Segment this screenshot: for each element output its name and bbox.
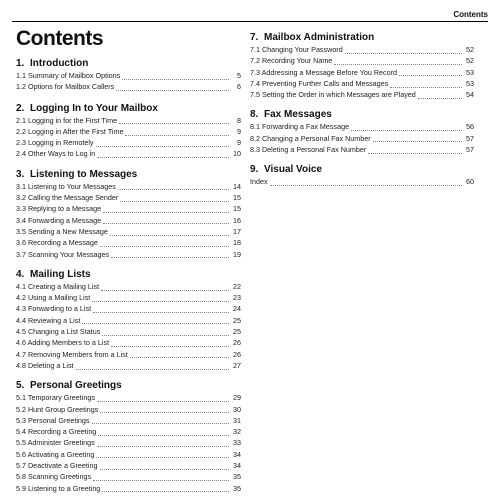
- entry-page-number: 57: [466, 133, 474, 143]
- section-number: 4.: [16, 268, 25, 280]
- dot-leader: [96, 450, 229, 458]
- dot-leader: [100, 239, 229, 247]
- entry-page-number: 53: [466, 67, 474, 77]
- header-rule: [12, 21, 488, 22]
- dot-leader: [93, 305, 229, 313]
- dot-leader: [118, 182, 229, 190]
- entry-label: 7.2 Recording Your Name: [250, 56, 333, 66]
- dot-leader: [100, 462, 229, 470]
- dot-leader: [110, 228, 229, 236]
- section-heading[interactable]: [250, 163, 474, 176]
- entry-label: 4.8 Deleting a List: [16, 360, 74, 370]
- dot-leader: [418, 91, 462, 99]
- section-title: Visual Voice: [264, 164, 322, 176]
- toc-entry[interactable]: [16, 181, 241, 192]
- entry-page-number: 60: [466, 177, 474, 187]
- dot-leader: [100, 405, 229, 413]
- dot-leader: [103, 216, 229, 224]
- dot-leader: [390, 80, 462, 88]
- toc-entry[interactable]: [16, 226, 241, 237]
- toc-entry[interactable]: [16, 126, 241, 137]
- entry-label: 5.7 Deactivate a Greeting: [16, 461, 98, 471]
- entry-page-number: 29: [233, 393, 241, 403]
- entry-page-number: 31: [233, 415, 241, 425]
- entry-label: 3.2 Calling the Message Sender: [16, 193, 119, 203]
- section-title: Mailing Lists: [30, 268, 91, 280]
- section-number: 5.: [16, 380, 25, 392]
- toc-entry[interactable]: [16, 460, 241, 471]
- entry-page-number: 52: [466, 45, 474, 54]
- entry-label: 3.5 Sending a New Message: [16, 226, 108, 236]
- entry-page-number: 35: [233, 472, 241, 482]
- toc-entry[interactable]: [16, 449, 241, 460]
- toc-entry[interactable]: [16, 315, 241, 326]
- toc-entry[interactable]: [16, 337, 241, 348]
- entry-label: 2.4 Other Ways to Log in: [16, 149, 96, 159]
- entry-page-number: 35: [233, 483, 241, 493]
- dot-leader: [399, 68, 462, 76]
- toc-entry[interactable]: [16, 203, 241, 214]
- entry-label: 8.2 Changing a Personal Fax Number: [250, 133, 371, 143]
- toc-entry[interactable]: [250, 176, 474, 187]
- dot-leader: [76, 362, 229, 370]
- dot-leader: [97, 439, 229, 447]
- dot-leader: [345, 46, 462, 54]
- entry-page-number: 5: [237, 71, 241, 80]
- entry-label: 5.2 Hunt Group Greetings: [16, 404, 99, 414]
- entry-label: 7.5 Setting the Order in which Messages are Played: [250, 90, 416, 100]
- toc-entry[interactable]: [16, 404, 241, 415]
- entry-label: 7.1 Changing Your Password: [250, 45, 343, 54]
- entry-label: 4.4 Reviewing a List: [16, 315, 81, 325]
- toc-entry[interactable]: [16, 249, 241, 260]
- toc-entry[interactable]: [250, 67, 474, 78]
- entry-label: 4.7 Removing Members from a List: [16, 349, 128, 359]
- dot-leader: [103, 205, 229, 213]
- entry-page-number: 53: [466, 78, 474, 88]
- entry-page-number: 26: [233, 349, 241, 359]
- section-title: Fax Messages: [264, 109, 332, 121]
- toc-entry[interactable]: [250, 144, 474, 155]
- dot-leader: [334, 57, 462, 65]
- entry-page-number: 9: [237, 138, 241, 148]
- section-heading[interactable]: [250, 31, 474, 44]
- dot-leader: [97, 150, 229, 158]
- section-heading[interactable]: [16, 379, 241, 392]
- entry-label: 7.3 Addressing a Message Before You Record: [250, 67, 398, 77]
- toc-entry[interactable]: [16, 326, 241, 337]
- toc-entry[interactable]: [16, 392, 241, 403]
- entry-label: 2.2 Logging in After the First Time: [16, 126, 124, 136]
- entry-label: 5.1 Temporary Greetings: [16, 393, 95, 403]
- toc-entry[interactable]: [250, 89, 474, 100]
- dot-leader: [119, 116, 229, 124]
- entry-label: 3.3 Replying to a Message: [16, 204, 102, 214]
- entry-label: Index: [250, 177, 268, 187]
- toc-entry[interactable]: [250, 44, 474, 55]
- entry-label: 3.6 Recording a Message: [16, 238, 98, 248]
- section-heading[interactable]: [16, 102, 241, 115]
- entry-label: 4.1 Creating a Mailing List: [16, 281, 100, 291]
- dot-leader: [116, 83, 229, 91]
- section-number: 1.: [16, 58, 25, 69]
- section-heading[interactable]: [16, 57, 241, 70]
- toc-entry[interactable]: [16, 281, 241, 292]
- entry-page-number: 15: [233, 204, 241, 214]
- section-heading[interactable]: [250, 108, 474, 121]
- toc-entry[interactable]: [16, 237, 241, 248]
- entry-page-number: 26: [233, 338, 241, 348]
- dot-leader: [98, 428, 229, 436]
- section-heading[interactable]: [16, 268, 241, 281]
- dot-leader: [368, 146, 462, 154]
- toc-entry[interactable]: [16, 192, 241, 203]
- entry-label: 4.2 Using a Mailing List: [16, 293, 91, 303]
- entry-label: 2.3 Logging in Remotely: [16, 138, 94, 148]
- entry-page-number: 57: [466, 145, 474, 155]
- section-number: 3.: [16, 168, 25, 180]
- entry-label: 7.4 Preventing Further Calls and Messages: [250, 78, 389, 88]
- dot-leader: [96, 139, 229, 147]
- toc-entry[interactable]: [16, 303, 241, 314]
- toc-entry[interactable]: [16, 81, 241, 92]
- entry-page-number: 32: [233, 427, 241, 437]
- entry-label: 4.5 Changing a List Status: [16, 327, 101, 337]
- dot-leader: [93, 473, 229, 481]
- entry-label: 3.7 Scanning Your Messages: [16, 249, 110, 259]
- entry-label: 2.1 Logging in for the First Time: [16, 115, 118, 125]
- entry-page-number: 10: [233, 149, 241, 159]
- section-title: Mailbox Administration: [264, 32, 375, 43]
- entry-label: 8.3 Deleting a Personal Fax Number: [250, 145, 367, 155]
- section-heading[interactable]: [16, 168, 241, 181]
- toc-entry[interactable]: [16, 292, 241, 303]
- entry-page-number: 54: [466, 90, 474, 100]
- toc-entry[interactable]: [16, 148, 241, 159]
- entry-label: 3.4 Forwarding a Message: [16, 215, 102, 225]
- toc-entry[interactable]: [16, 137, 241, 148]
- toc-entry[interactable]: [250, 133, 474, 144]
- entry-page-number: 15: [233, 193, 241, 203]
- toc-section: [16, 57, 241, 93]
- toc-entry[interactable]: [16, 215, 241, 226]
- dot-leader: [92, 294, 229, 302]
- toc-section: [16, 379, 241, 494]
- entry-label: 3.1 Listening to Your Messages: [16, 181, 116, 191]
- entry-label: 4.3 Forwarding to a List: [16, 304, 92, 314]
- toc-section: [16, 168, 241, 260]
- toc-entry[interactable]: [16, 70, 241, 81]
- entry-page-number: 14: [233, 181, 241, 191]
- entry-label: 4.6 Adding Members to a List: [16, 338, 110, 348]
- entry-page-number: 16: [233, 215, 241, 225]
- entry-label: 5.8 Scanning Greetings: [16, 472, 92, 482]
- dot-leader: [120, 194, 229, 202]
- dot-leader: [270, 178, 462, 186]
- dot-leader: [102, 328, 229, 336]
- dot-leader: [373, 134, 462, 142]
- entry-page-number: 25: [233, 315, 241, 325]
- section-title: Listening to Messages: [30, 168, 138, 180]
- dot-leader: [122, 72, 229, 80]
- entry-label: 1.2 Options for Mailbox Callers: [16, 82, 115, 92]
- dot-leader: [102, 484, 229, 492]
- entry-page-number: 27: [233, 360, 241, 370]
- section-number: 8.: [250, 109, 259, 121]
- toc-entry[interactable]: [250, 55, 474, 66]
- entry-page-number: 25: [233, 327, 241, 337]
- entry-page-number: 24: [233, 304, 241, 314]
- toc-section: [16, 268, 241, 371]
- page-title: Contents: [16, 27, 103, 50]
- toc-entry[interactable]: [16, 115, 241, 126]
- toc-entry[interactable]: [250, 121, 474, 132]
- section-title: Personal Greetings: [30, 380, 122, 392]
- entry-page-number: 34: [233, 449, 241, 459]
- entry-label: 5.6 Activating a Greeting: [16, 449, 95, 459]
- dot-leader: [111, 250, 229, 258]
- toc-entry[interactable]: [16, 360, 241, 371]
- entry-page-number: 33: [233, 438, 241, 448]
- dot-leader: [111, 339, 229, 347]
- toc-section: [16, 102, 241, 160]
- running-header: Contents: [453, 10, 488, 19]
- dot-leader: [97, 394, 229, 402]
- entry-page-number: 23: [233, 293, 241, 303]
- toc-section: [250, 163, 474, 187]
- entry-label: 5.4 Recording a Greeting: [16, 427, 97, 437]
- toc-section: [250, 108, 474, 155]
- entry-page-number: 6: [237, 82, 241, 92]
- entry-page-number: 18: [233, 238, 241, 248]
- toc-entry[interactable]: [16, 415, 241, 426]
- section-number: 7.: [250, 32, 259, 43]
- toc-entry[interactable]: [16, 426, 241, 437]
- section-title: Logging In to Your Mailbox: [30, 102, 158, 114]
- dot-leader: [125, 128, 229, 136]
- section-number: 2.: [16, 102, 25, 114]
- entry-label: 5.5 Administer Greetings: [16, 438, 95, 448]
- toc-entry[interactable]: [16, 483, 241, 494]
- entry-label: 5.3 Personal Greetings: [16, 415, 90, 425]
- section-title: Introduction: [30, 58, 89, 69]
- section-number: 9.: [250, 164, 259, 176]
- toc-left-column: [16, 57, 241, 502]
- entry-page-number: 19: [233, 249, 241, 259]
- toc-entry[interactable]: [16, 349, 241, 360]
- entry-page-number: 22: [233, 281, 241, 291]
- toc-right-column: [250, 31, 474, 196]
- toc-entry[interactable]: [250, 78, 474, 89]
- entry-label: 1.1 Summary of Mailbox Options: [16, 71, 121, 80]
- toc-entry[interactable]: [16, 471, 241, 482]
- entry-page-number: 9: [237, 126, 241, 136]
- dot-leader: [101, 283, 229, 291]
- entry-page-number: 8: [237, 115, 241, 125]
- entry-page-number: 56: [466, 122, 474, 132]
- dot-leader: [130, 350, 229, 358]
- entry-page-number: 30: [233, 404, 241, 414]
- entry-page-number: 17: [233, 226, 241, 236]
- toc-section: [250, 31, 474, 100]
- entry-page-number: 34: [233, 461, 241, 471]
- entry-page-number: 52: [466, 56, 474, 66]
- dot-leader: [92, 416, 229, 424]
- dot-leader: [351, 123, 462, 131]
- toc-entry[interactable]: [16, 437, 241, 448]
- entry-label: 5.9 Listening to a Greeting: [16, 483, 101, 493]
- dot-leader: [82, 316, 229, 324]
- entry-label: 8.1 Forwarding a Fax Message: [250, 122, 350, 132]
